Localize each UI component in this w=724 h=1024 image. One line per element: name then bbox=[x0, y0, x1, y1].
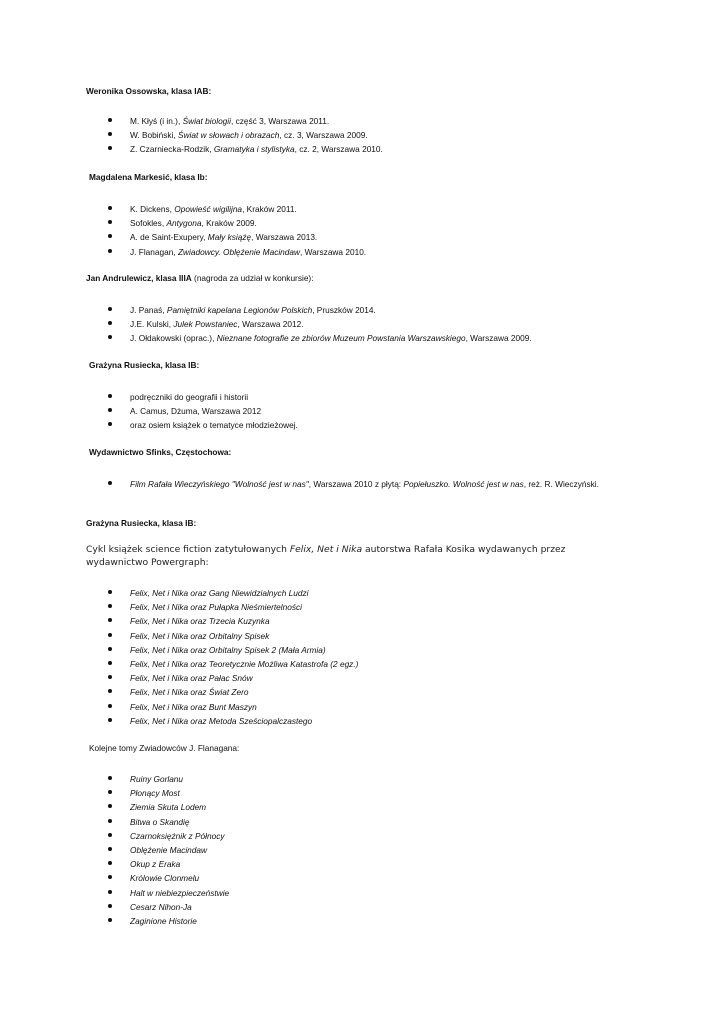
list-item: Cesarz Nihon-Ja bbox=[108, 901, 229, 915]
bullet-icon bbox=[108, 833, 112, 837]
list-item: Felix, Net i Nika oraz Teoretycznie Możliwa Katastrofa (2 egz.) bbox=[108, 658, 358, 672]
bullet-icon bbox=[108, 335, 112, 339]
list-item: Z. Czarniecka-Rodzik, Gramatyka i stylistyka, cz. 2, Warszawa 2010. bbox=[108, 143, 383, 157]
bullet-icon bbox=[108, 220, 112, 224]
list-item: J.E. Kulski, Julek Powstaniec, Warszawa 2012. bbox=[108, 318, 532, 332]
list-item: Felix, Net i Nika oraz Bunt Maszyn bbox=[108, 701, 358, 715]
bullet-icon bbox=[108, 804, 112, 808]
bullet-icon bbox=[108, 847, 112, 851]
bullet-icon bbox=[108, 647, 112, 651]
list-item: Czarnoksiężnik z Północy bbox=[108, 830, 229, 844]
bullet-icon bbox=[108, 819, 112, 823]
ranger-book-list bbox=[108, 773, 229, 929]
bullet-icon bbox=[108, 481, 112, 485]
list-item: Felix, Net i Nika oraz Pałac Snów bbox=[108, 672, 358, 686]
list-item: Felix, Net i Nika oraz Pułapka Nieśmiertelności bbox=[108, 601, 358, 615]
list-item: Bitwa o Skandię bbox=[108, 816, 229, 830]
list-item: Płonący Most bbox=[108, 787, 229, 801]
cycle-intro: Cykl książek science fiction zatytułowanych Felix, Net i Nika autorstwa Rafała Kosika wydawanych przez bbox=[86, 544, 566, 555]
list-item: A. Camus, Dżuma, Warszawa 2012 bbox=[108, 405, 298, 419]
book-list-sfinks bbox=[108, 479, 620, 490]
bullet-icon bbox=[108, 234, 112, 238]
bullet-icon bbox=[108, 633, 112, 637]
bullet-icon bbox=[108, 307, 112, 311]
bullet-icon bbox=[108, 206, 112, 210]
bullet-icon bbox=[108, 590, 112, 594]
bullet-icon bbox=[108, 776, 112, 780]
list-item: Sofokles, Antygona, Kraków 2009. bbox=[108, 217, 366, 231]
bullet-icon bbox=[108, 890, 112, 894]
list-item: podręczniki do geografii i historii bbox=[108, 391, 298, 405]
list-item: Felix, Net i Nika oraz Metoda Sześciopalczastego bbox=[108, 715, 358, 729]
list-item: A. de Saint-Exupery, Mały książę, Warszawa 2013. bbox=[108, 231, 366, 245]
bullet-icon bbox=[108, 689, 112, 693]
bullet-icon bbox=[108, 604, 112, 608]
list-item: Felix, Net i Nika oraz Gang Niewidzialnych Ludzi bbox=[108, 587, 358, 601]
list-item: K. Dickens, Opowieść wigilijna, Kraków 2011. bbox=[108, 203, 366, 217]
bullet-icon bbox=[108, 704, 112, 708]
bullet-icon bbox=[108, 118, 112, 122]
list-item: oraz osiem książek o tematyce młodzieżowej. bbox=[108, 419, 298, 433]
bullet-icon bbox=[108, 422, 112, 426]
bullet-icon bbox=[108, 718, 112, 722]
bullet-icon bbox=[108, 875, 112, 879]
list-item: Felix, Net i Nika oraz Trzecia Kuzynka bbox=[108, 615, 358, 629]
list-item: Halt w niebiezpieczeństwie bbox=[108, 887, 229, 901]
cycle-intro-line2: wydawnictwo Powergraph: bbox=[86, 557, 209, 568]
bullet-icon bbox=[108, 249, 112, 253]
list-item: J. Ołdakowski (oprac.), Nieznane fotografie ze zbiorów Muzeum Powstania Warszawskiego, Warszawa 2009. bbox=[108, 332, 532, 346]
list-item: Felix, Net i Nika oraz Orbitalny Spisek 2 (Mała Armia) bbox=[108, 644, 358, 658]
section-heading-jan: Jan Andrulewicz, klasa IIIA (nagroda za udział w konkursie): bbox=[86, 273, 314, 283]
felix-book-list bbox=[108, 587, 358, 729]
bullet-icon bbox=[108, 321, 112, 325]
bullet-icon bbox=[108, 918, 112, 922]
section-heading-grazyna-2: Grażyna Rusiecka, klasa IB: bbox=[86, 518, 197, 528]
bullet-icon bbox=[108, 675, 112, 679]
list-item: J. Flanagan, Zwiadowcy. Oblężenie Macindaw, Warszawa 2010. bbox=[108, 246, 366, 260]
bullet-icon bbox=[108, 408, 112, 412]
list-item: W. Bobiński, Świat w słowach i obrazach, cz. 3, Warszawa 2009. bbox=[108, 129, 383, 143]
bullet-icon bbox=[108, 132, 112, 136]
section-heading-grazyna: Grażyna Rusiecka, klasa IB: bbox=[89, 360, 200, 370]
section-heading-sfinks: Wydawnictwo Sfinks, Częstochowa: bbox=[89, 447, 232, 457]
list-item: M. Kłyś (i in.), Świat biologii, część 3, Warszawa 2011. bbox=[108, 115, 383, 129]
list-item: Felix, Net i Nika oraz Orbitalny Spisek bbox=[108, 630, 358, 644]
bullet-icon bbox=[108, 146, 112, 150]
section-heading-magdalena: Magdalena Markesić, klasa Ib: bbox=[89, 172, 208, 182]
list-item: J. Panaś, Pamiętniki kapelana Legionów Polskich, Pruszków 2014. bbox=[108, 304, 532, 318]
bullet-icon bbox=[108, 394, 112, 398]
list-item: Felix, Net i Nika oraz Świat Zero bbox=[108, 686, 358, 700]
list-item: Ruiny Gorlanu bbox=[108, 773, 229, 787]
list-item: Okup z Eraka bbox=[108, 858, 229, 872]
ranger-intro: Kolejne tomy Zwiadowców J. Flanagana: bbox=[89, 743, 240, 753]
list-item: Oblężenie Macindaw bbox=[108, 844, 229, 858]
book-list-weronika bbox=[108, 115, 383, 158]
book-list-jan bbox=[108, 304, 532, 347]
list-item: Królowie Clonmelu bbox=[108, 872, 229, 886]
bullet-icon bbox=[108, 904, 112, 908]
bullet-icon bbox=[108, 661, 112, 665]
list-item: Ziemia Skuta Lodem bbox=[108, 801, 229, 815]
bullet-icon bbox=[108, 861, 112, 865]
bullet-icon bbox=[108, 618, 112, 622]
list-item: Zaginione Historie bbox=[108, 915, 229, 929]
list-item: Film Rafała Wieczyńskiego "Wolność jest w nas", Warszawa 2010 z płytą: Popiełuszko. Wolność jest w nas, reż. R. Wieczyński. bbox=[108, 479, 620, 490]
bullet-icon bbox=[108, 790, 112, 794]
book-list-grazyna bbox=[108, 391, 298, 434]
section-heading-weronika: Weronika Ossowska, klasa IAB: bbox=[86, 86, 212, 96]
book-list-magdalena bbox=[108, 203, 366, 260]
